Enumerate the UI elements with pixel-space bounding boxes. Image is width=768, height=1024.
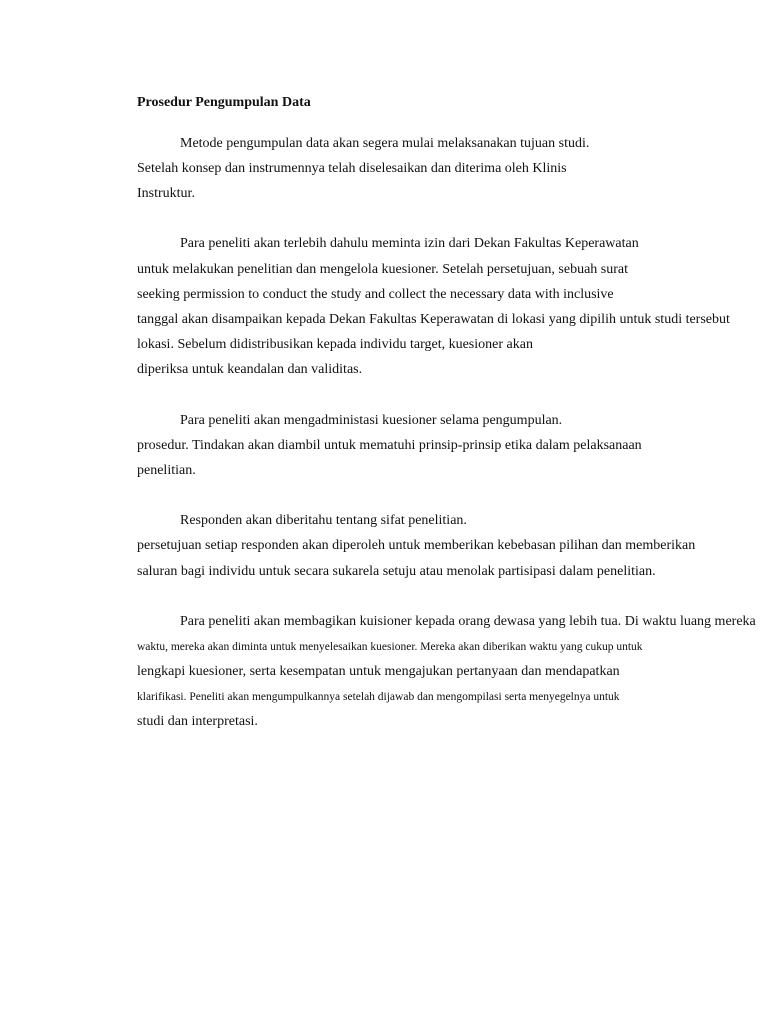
paragraph-1-line-3: Instruktur.	[137, 186, 195, 201]
paragraph-2-line-4: tanggal akan disampaikan kepada Dekan Fakultas Keperawatan di lokasi yang dipilih untuk studi tersebut	[137, 312, 730, 327]
paragraph-5-line-1: Para peneliti akan membagikan kuisioner kepada orang dewasa yang lebih tua. Di waktu luang mereka	[180, 614, 756, 629]
paragraph-1-line-2: Setelah konsep dan instrumennya telah diselesaikan dan diterima oleh Klinis	[137, 161, 567, 176]
paragraph-5-line-2: waktu, mereka akan diminta untuk menyelesaikan kuesioner. Mereka akan diberikan waktu yang cukup untuk	[137, 641, 643, 653]
document-title: Prosedur Pengumpulan Data	[137, 95, 311, 110]
paragraph-2-line-6: diperiksa untuk keandalan dan validitas.	[137, 362, 363, 377]
paragraph-2-line-5: lokasi. Sebelum didistribusikan kepada individu target, kuesioner akan	[137, 337, 533, 352]
paragraph-4-line-3: saluran bagi individu untuk secara sukarela setuju atau menolak partisipasi dalam penelitian.	[137, 564, 656, 579]
paragraph-3-line-2: prosedur. Tindakan akan diambil untuk mematuhi prinsip-prinsip etika dalam pelaksanaan	[137, 438, 642, 453]
paragraph-3-line-1: Para peneliti akan mengadministasi kuesioner selama pengumpulan.	[180, 413, 563, 428]
paragraph-4-line-1: Responden akan diberitahu tentang sifat penelitian.	[180, 513, 467, 528]
paragraph-2-line-1: Para peneliti akan terlebih dahulu meminta izin dari Dekan Fakultas Keperawatan	[180, 236, 639, 251]
paragraph-5-line-5: studi dan interpretasi.	[137, 714, 258, 729]
paragraph-4-line-2: persetujuan setiap responden akan diperoleh untuk memberikan kebebasan pilihan dan memberikan	[137, 538, 696, 553]
paragraph-1-line-1: Metode pengumpulan data akan segera mulai melaksanakan tujuan studi.	[180, 136, 590, 151]
paragraph-5-line-3: lengkapi kuesioner, serta kesempatan untuk mengajukan pertanyaan dan mendapatkan	[137, 664, 620, 679]
paragraph-5-line-4: klarifikasi. Peneliti akan mengumpulkannya setelah dijawab dan mengompilasi serta menyegelnya untuk	[137, 691, 620, 703]
paragraph-2-line-2: untuk melakukan penelitian dan mengelola kuesioner. Setelah persetujuan, sebuah surat	[137, 262, 629, 277]
paragraph-2-line-3: seeking permission to conduct the study and collect the necessary data with inclusive	[137, 287, 614, 302]
paragraph-3-line-3: penelitian.	[137, 463, 196, 478]
